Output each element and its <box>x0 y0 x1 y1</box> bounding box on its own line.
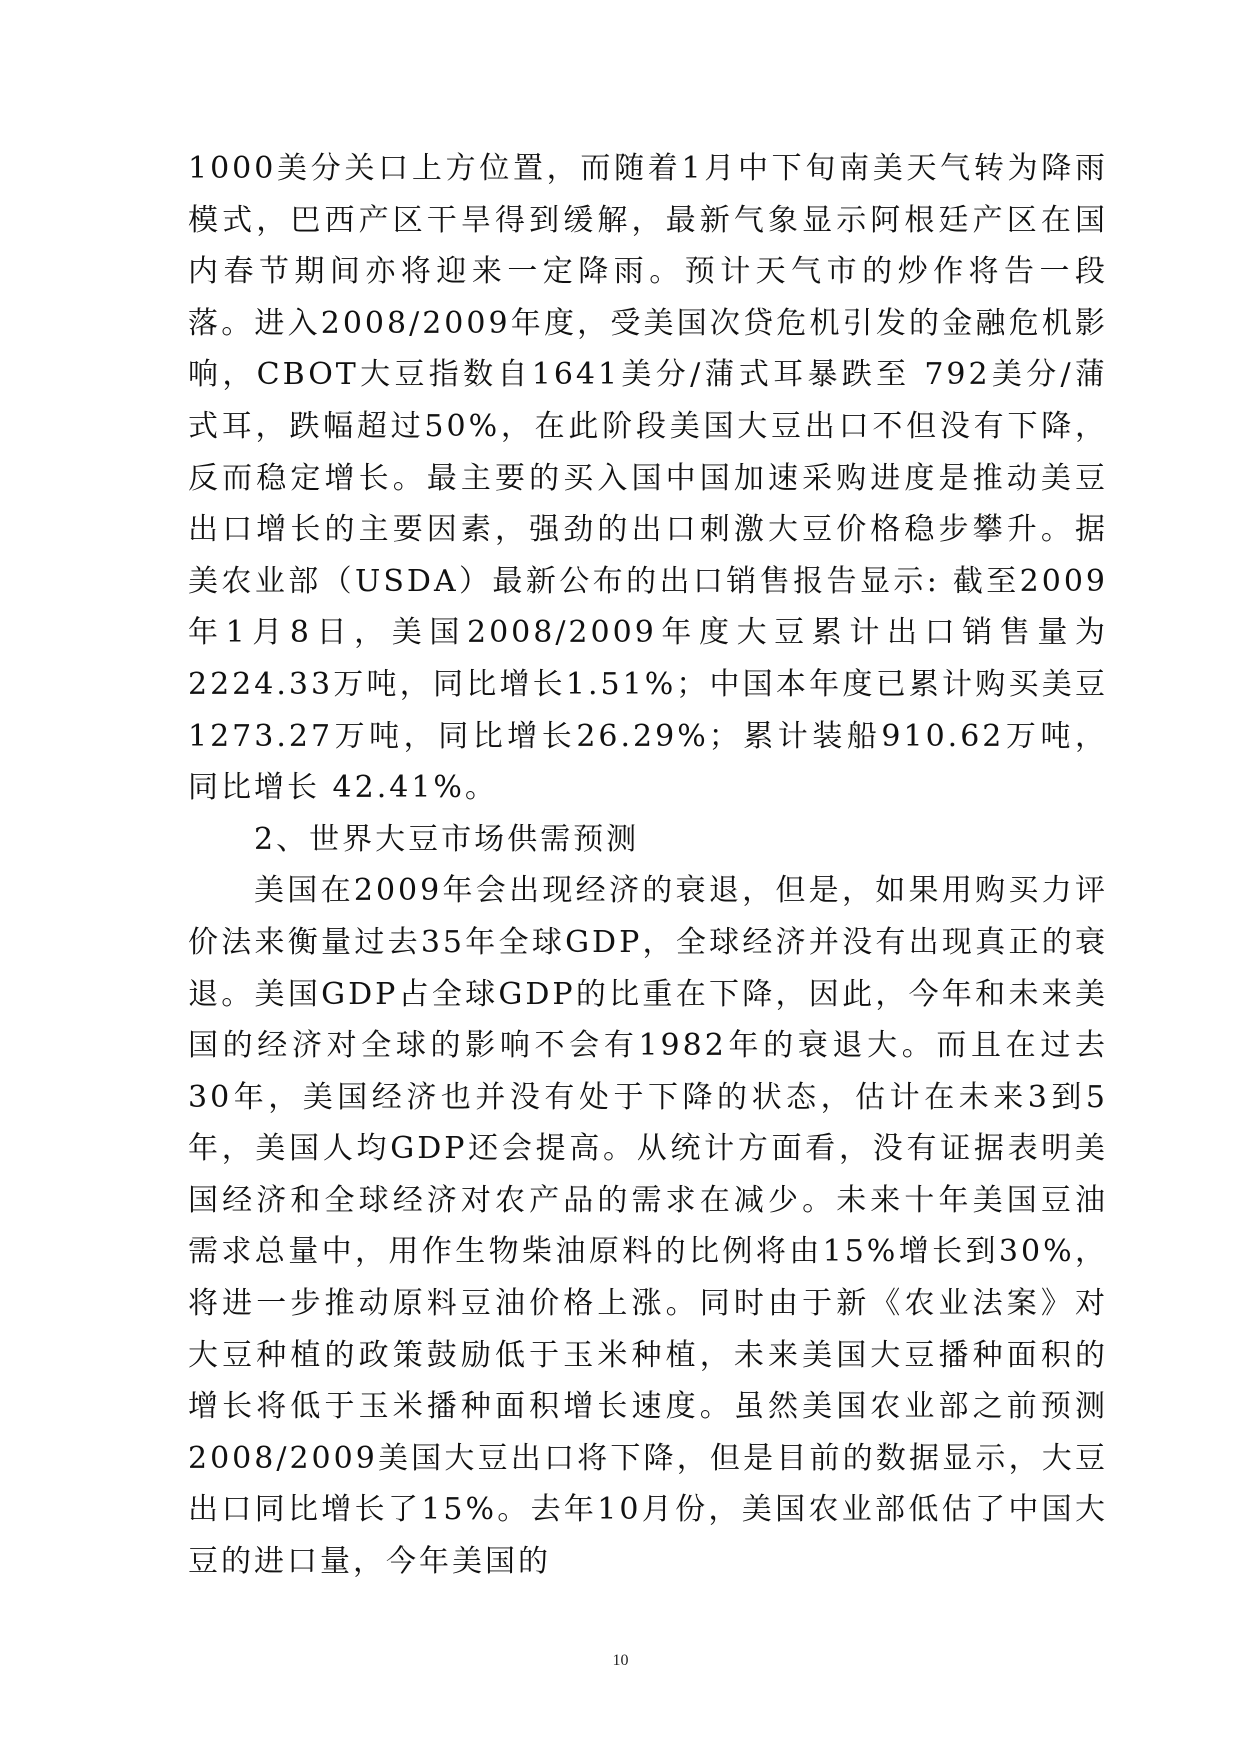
paragraph-supply-demand: 美国在2009年会出现经济的衰退，但是，如果用购买力评价法来衡量过去35年全球GDP，全球经济并没有出现真正的衰退。美国GDP占全球GDP的比重在下降，因此，今年和未来美国的经济对全球的影响不会有1982年的衰退大。而且在过去30年，美国经济也并没有处于下降的状态，估计在未来3到5年，美国人均GDP还会提高。从统计方面看，没有证据表明美国经济和全球经济对农产品的需求在减少。未来十年美国豆油需求总量中，用作生物柴油原料的比例将由15%增长到30%，将进一步推动原料豆油价格上涨。同时由于新《农业法案》对大豆种植的政策鼓励低于玉米种植，未来美国大豆播种面积的增长将低于玉米播种面积增长速度。虽然美国农业部之前预测2008/2009美国大豆出口将下降，但是目前的数据显示，大豆出口同比增长了15%。去年10月份，美国农业部低估了中国大豆的进口量，今年美国的 <box>188 873 1108 1580</box>
section-heading: 2、世界大豆市场供需预测 <box>254 821 640 857</box>
page-number: 10 <box>612 1652 629 1669</box>
body-text <box>188 143 1108 1588</box>
paragraph-soybean-exports: 1000美分关口上方位置，而随着1月中下旬南美天气转为降雨模式，巴西产区干旱得到缓解，最新气象显示阿根廷产区在国内春节期间亦将迎来一定降雨。预计天气市的炒作将告一段落。进入2008/2009年度，受美国次贷危机引发的金融危机影响，CBOT大豆指数自1641美分/蒲式耳暴跌至 792美分/蒲式耳，跌幅超过50%，在此阶段美国大豆出口不但没有下降，反而稳定增长。最主要的买入国中国加速采购进度是推动美豆出口增长的主要因素，强劲的出口刺激大豆价格稳步攀升。据美农业部（USDA）最新公布的出口销售报告显示: 截至2009年1月8日，美国2008/2009年度大豆累计出口销售量为2224.33万吨，同比增长1.51%；中国本年度已累计购买美豆1273.27万吨，同比增长26.29%；累计装船910.62万吨，同比增长 42.41%。 <box>188 151 1108 806</box>
